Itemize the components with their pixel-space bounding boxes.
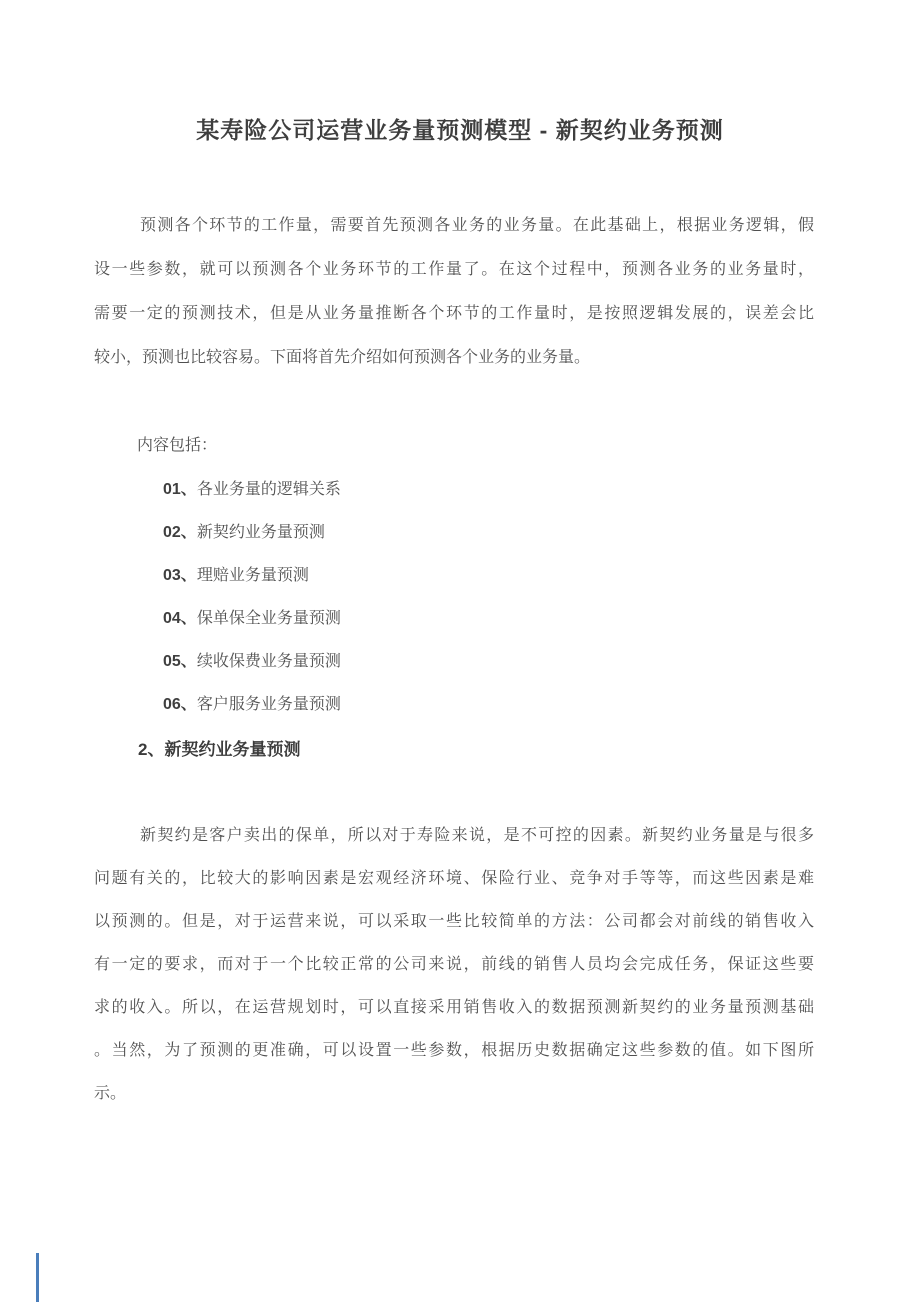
toc-item-number: 02、 [163,524,197,541]
document-title: 某寿险公司运营业务量预测模型 - 新契约业务预测 [196,117,724,143]
intro-paragraph [94,204,814,380]
text-line: 需要一定的预测技术，但是从业务量推断各个环节的工作量时，是按照逻辑发展的，误差会比 [94,305,814,322]
toc-item-label: 保单保全业务量预测 [196,610,341,627]
toc-item-number: 06、 [163,696,197,713]
toc-item-label: 理赔业务量预测 [196,567,309,584]
text-line: 以预测的。但是，对于运营来说，可以采取一些比较简单的方法：公司都会对前线的销售收入 [94,913,814,930]
text-line: 设一些参数，就可以预测各个业务环节的工作量了。在这个过程中，预测各业务的业务量时， [94,261,814,278]
toc-item-number: 04、 [163,610,197,627]
toc-item [163,511,663,554]
toc-item [163,468,663,511]
text-line: 新契约是客户卖出的保单，所以对于寿险来说，是不可控的因素。新契约业务量是与很多 [140,827,814,844]
text-line: 预测各个环节的工作量，需要首先预测各业务的业务量。在此基础上，根据业务逻辑，假 [140,217,814,234]
toc-item [163,597,663,640]
section-heading: 2、新契约业务量预测 [138,740,301,759]
toc-item-number: 03、 [163,567,197,584]
toc-item-number: 05、 [163,653,197,670]
toc-item-number: 01、 [163,481,197,498]
body-paragraph [94,814,814,1115]
contents-list [163,468,663,726]
text-line: 有一定的要求，而对于一个比较正常的公司来说，前线的销售人员均会完成任务，保证这些要 [94,956,814,973]
toc-item-label: 新契约业务量预测 [196,524,325,541]
text-line: 。当然，为了预测的更准确，可以设置一些参数，根据历史数据确定这些参数的值。如下图所 [94,1042,814,1059]
toc-item [163,554,663,597]
toc-item-label: 续收保费业务量预测 [196,653,341,670]
text-line: 求的收入。所以，在运营规划时，可以直接采用销售收入的数据预测新契约的业务量预测基础 [94,999,814,1016]
figure-left-edge [36,1253,39,1302]
text-line: 问题有关的，比较大的影响因素是宏观经济环境、保险行业、竞争对手等等，而这些因素是难 [94,870,814,887]
toc-item [163,683,663,726]
toc-item-label: 客户服务业务量预测 [196,696,341,713]
toc-item-label: 各业务量的逻辑关系 [196,481,341,498]
text-line: 示。 [94,1085,127,1102]
contents-label: 内容包括： [137,437,218,454]
toc-item [163,640,663,683]
text-line: 较小，预测也比较容易。下面将首先介绍如何预测各个业务的业务量。 [94,349,591,366]
